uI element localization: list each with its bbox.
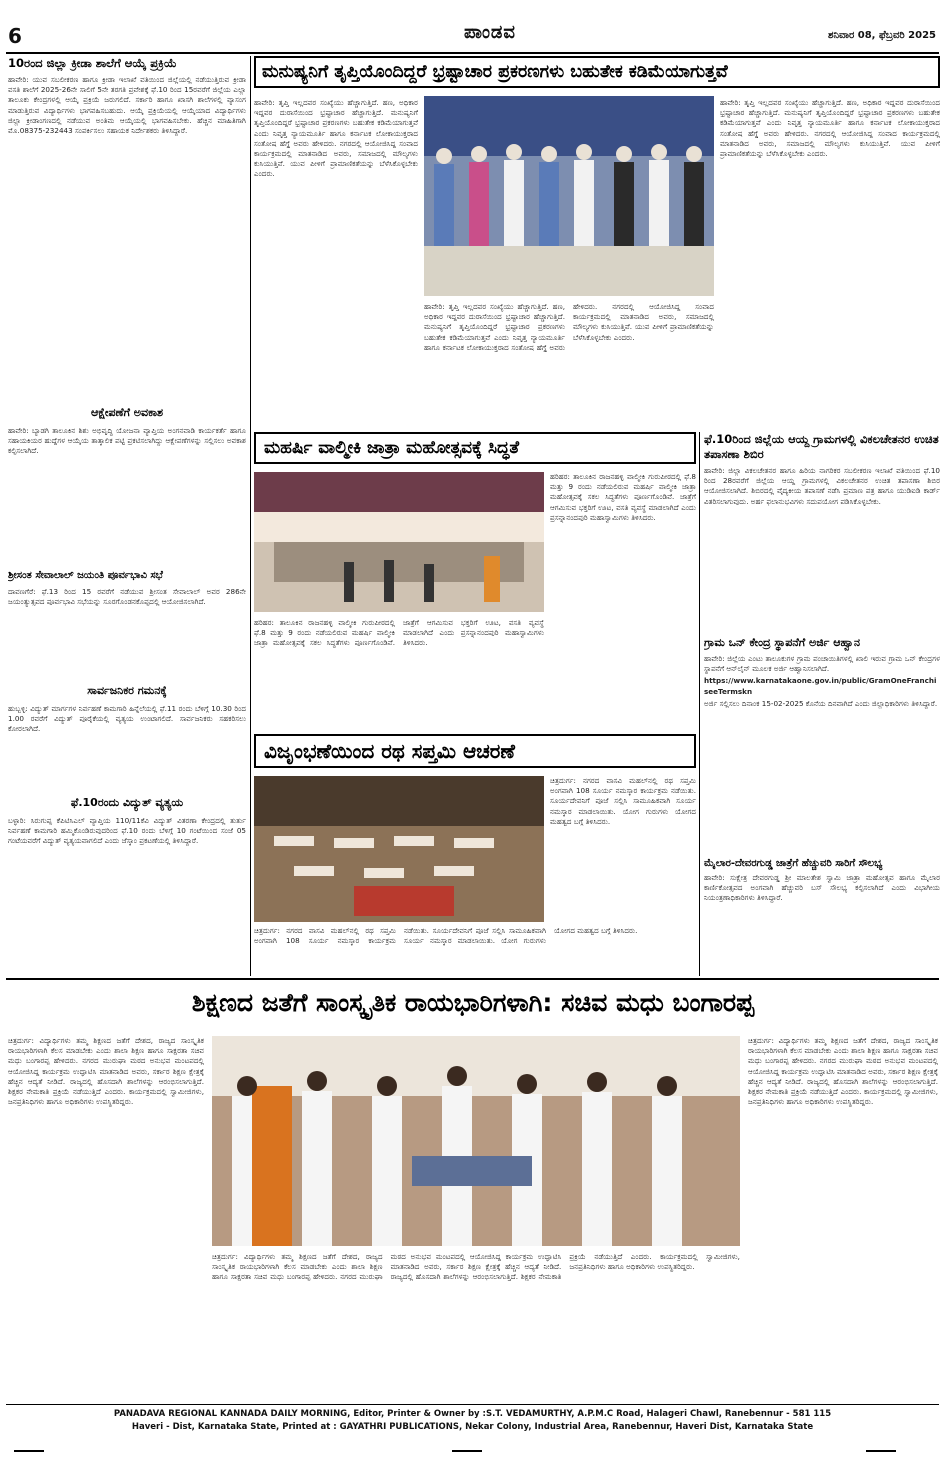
article-disability-camp bbox=[704, 432, 940, 630]
headline: 10ರಂದ ಜಿಲ್ಲಾ ಕ್ರೀಡಾ ಶಾಲೆಗೆ ಆಯ್ಕೆ ಪ್ರಕ್ರಿಯೆ bbox=[8, 56, 177, 70]
article-sports-school bbox=[8, 56, 246, 394]
article-body-cont bbox=[424, 302, 714, 428]
reg-mark-center bbox=[452, 1450, 482, 1452]
page-number: 6 bbox=[8, 24, 22, 48]
reg-mark-right bbox=[866, 1450, 896, 1452]
headline: ವಿಜೃಂಭಣೆಯಿಂದ ರಥ ಸಪ್ತಮಿ ಆಚರಣೆ bbox=[254, 734, 696, 768]
article-body-right: ಹರಿಹರ: ತಾಲೂಕಿನ ರಾಜನಹಳ್ಳಿ ವಾಲ್ಮೀಕಿ ಗುರುಪೀಠದಲ್ಲಿ ಫೆ.8 ಮತ್ತು 9 ರಂದು ನಡೆಯಲಿರುವ ಮಹರ್ಷಿ ವಾಲ್ಮೀಕಿ ಜಾತ್ರಾ ಮಹೋತ್ಸವಕ್ಕೆ ಸಕಲ ಸಿದ್ಧತೆಗಳು ಪೂರ್ಣಗೊಂಡಿವೆ. ಜಾತ್ರೆಗೆ ಆಗಮಿಸುವ ಭಕ್ತರಿಗೆ ಊಟ, ವಸತಿ ವ್ಯವಸ್ಥೆ ಮಾಡಲಾಗಿದೆ ಎಂದು ಪ್ರಸನ್ನಾನಂದಪುರಿ ಮಹಾಸ್ವಾಮಿಗಳು ತಿಳಿಸಿದರು. bbox=[550, 472, 696, 522]
header-rule bbox=[6, 52, 939, 54]
section-rule bbox=[6, 978, 939, 980]
headline: ಫೆ.10ರಿಂದ ಜಿಲ್ಲೆಯ ಆಯ್ದ ಗ್ರಾಮಗಳಲ್ಲಿ ವಿಕಲಚೇತನರ ಉಚಿತ ತಪಾಸಣಾ ಶಿಬಿರ bbox=[704, 432, 939, 461]
article-grama-one bbox=[704, 636, 940, 856]
article-body-text: ಹರಿಹರ: ತಾಲೂಕಿನ ರಾಜನಹಳ್ಳಿ ವಾಲ್ಮೀಕಿ ಗುರುಪೀಠದಲ್ಲಿ ಫೆ.8 ಮತ್ತು 9 ರಂದು ನಡೆಯಲಿರುವ ಮಹರ್ಷಿ ವಾಲ್ಮೀಕಿ ಜಾತ್ರಾ ಮಹೋತ್ಸವಕ್ಕೆ ಸಕಲ ಸಿದ್ಧತೆಗಳು ಪೂರ್ಣಗೊಂಡಿವೆ. ಜಾತ್ರೆಗೆ ಆಗಮಿಸುವ ಭಕ್ತರಿಗೆ ಊಟ, ವಸತಿ ವ್ಯವಸ್ಥೆ ಮಾಡಲಾಗಿದೆ ಎಂದು ಪ್ರಸನ್ನಾನಂದಪುರಿ ಮಹಾಸ್ವಾಮಿಗಳು ತಿಳಿಸಿದರು. bbox=[254, 618, 544, 648]
headline: ಗ್ರಾಮ ಒನ್ ಕೇಂದ್ರ ಸ್ಥಾಪನೆಗೆ ಅರ್ಜಿ ಆಹ್ವಾನ bbox=[704, 636, 861, 649]
article-body: ಹಾವೇರಿ: ಜಿಲ್ಲಾ ವಿಕಲಚೇತನರ ಹಾಗೂ ಹಿರಿಯ ನಾಗರಿಕರ ಸಬಲೀಕರಣ ಇಲಾಖೆ ವತಿಯಿಂದ ಫೆ.10 ರಿಂದ 28ರವರೆಗೆ ಜಿಲ್ಲೆಯ ಆಯ್ದ ಗ್ರಾಮಗಳಲ್ಲಿ ವಿಕಲಚೇತನರ ಉಚಿತ ತಪಾಸಣಾ ಶಿಬಿರ ಆಯೋಜಿಸಲಾಗಿದೆ. ಶಿಬಿರದಲ್ಲಿ ವೈದ್ಯಕೀಯ ತಪಾಸಣೆ ನಡೆಸಿ ಪ್ರಮಾಣ ಪತ್ರ ಹಾಗೂ ಯುಡಿಐಡಿ ಕಾರ್ಡ್ ವಿತರಿಸಲಾಗುವುದು. ಅರ್ಹ ಫಲಾನುಭವಿಗಳು ಸದುಪಯೋಗ ಪಡಿಸಿಕೊಳ್ಳಬೇಕು. bbox=[704, 466, 940, 506]
article-body-text: ಹಾವೇರಿ: ತೃಪ್ತಿ ಇಲ್ಲದವರ ಸಂಖ್ಯೆಯು ಹೆಚ್ಚಾಗುತ್ತಿದೆ. ಹಣ, ಅಧಿಕಾರ ಇದ್ದವರ ದುರಾಸೆಯಿಂದ ಭ್ರಷ್ಟಾಚಾರ ಹೆಚ್ಚಾಗುತ್ತಿದೆ. ಮನುಷ್ಯನಿಗೆ ತೃಪ್ತಿಯೊಂದಿದ್ದರೆ ಭ್ರಷ್ಟಾಚಾರ ಪ್ರಕರಣಗಳು ಬಹುತೇಕ ಕಡಿಮೆಯಾಗುತ್ತವೆ ಎಂದು ನಿವೃತ್ತ ನ್ಯಾಯಮೂರ್ತಿ ಹಾಗೂ ಕರ್ನಾಟಕ ಲೋಕಾಯುಕ್ತರಾದ ಸಂತೋಷ ಹೆಗ್ಡೆ ಅವರು ಹೇಳಿದರು. ನಗರದಲ್ಲಿ ಆಯೋಜಿಸಿದ್ದ ಸಂವಾದ ಕಾರ್ಯಕ್ರಮದಲ್ಲಿ ಮಾತನಾಡಿದ ಅವರು, ಸಮಾಜದಲ್ಲಿ ಮೌಲ್ಯಗಳು ಕುಸಿಯುತ್ತಿವೆ. ಯುವ ಪೀಳಿಗೆ ಪ್ರಾಮಾಣಿಕತೆಯನ್ನು ಬೆಳೆಸಿಕೊಳ್ಳಬೇಕು ಎಂದರು. bbox=[424, 302, 714, 352]
article-body: ಹಾವೇರಿ: ಜಿಲ್ಲೆಯ ಎಂಟು ತಾಲೂಕುಗಳ ಗ್ರಾಮ ಪಂಚಾಯಿತಿಗಳಲ್ಲಿ ಖಾಲಿ ಇರುವ ಗ್ರಾಮ ಒನ್ ಕೇಂದ್ರಗಳ ಸ್ಥಾಪನೆಗೆ ಆನ್‌ಲೈನ್ ಮೂಲಕ ಅರ್ಜಿ ಆಹ್ವಾನಿಸಲಾಗಿದೆ. bbox=[704, 654, 940, 674]
registration-marks bbox=[0, 1446, 945, 1458]
article-objection bbox=[8, 406, 246, 556]
article-body-right: ಚಿತ್ರದುರ್ಗ: ನಗರದ ವಾಸವಿ ಮಹಲ್‌ನಲ್ಲಿ ರಥ ಸಪ್ತಮಿ ಅಂಗವಾಗಿ 108 ಸೂರ್ಯ ನಮಸ್ಕಾರ ಕಾರ್ಯಕ್ರಮ ನಡೆಯಿತು. ಸೂರ್ಯದೇವನಿಗೆ ಪೂಜೆ ಸಲ್ಲಿಸಿ ಸಾಮೂಹಿಕವಾಗಿ ಸೂರ್ಯ ನಮಸ್ಕಾರ ಮಾಡಲಾಯಿತು. ಯೋಗ ಗುರುಗಳು ಯೋಗದ ಮಹತ್ವದ ಬಗ್ಗೆ ತಿಳಿಸಿದರು. bbox=[550, 776, 696, 826]
article-sevalal bbox=[8, 570, 246, 680]
article-body-text: ಹಾವೇರಿ: ತೃಪ್ತಿ ಇಲ್ಲದವರ ಸಂಖ್ಯೆಯು ಹೆಚ್ಚಾಗುತ್ತಿದೆ. ಹಣ, ಅಧಿಕಾರ ಇದ್ದವರ ದುರಾಸೆಯಿಂದ ಭ್ರಷ್ಟಾಚಾರ ಹೆಚ್ಚಾಗುತ್ತಿದೆ. ಮನುಷ್ಯನಿಗೆ ತೃಪ್ತಿಯೊಂದಿದ್ದರೆ ಭ್ರಷ್ಟಾಚಾರ ಪ್ರಕರಣಗಳು ಬಹುತೇಕ ಕಡಿಮೆಯಾಗುತ್ತವೆ ಎಂದು ನಿವೃತ್ತ ನ್ಯಾಯಮೂರ್ತಿ ಹಾಗೂ ಕರ್ನಾಟಕ ಲೋಕಾಯುಕ್ತರಾದ ಸಂತೋಷ ಹೆಗ್ಡೆ ಅವರು ಹೇಳಿದರು. ನಗರದಲ್ಲಿ ಆಯೋಜಿಸಿದ್ದ ಸಂವಾದ ಕಾರ್ಯಕ್ರಮದಲ್ಲಿ ಮಾತನಾಡಿದ ಅವರು, ಸಮಾಜದಲ್ಲಿ ಮೌಲ್ಯಗಳು ಕುಸಿಯುತ್ತಿವೆ. ಯುವ ಪೀಳಿಗೆ ಪ್ರಾಮಾಣಿಕತೆಯನ್ನು ಬೆಳೆಸಿಕೊಳ್ಳಬೇಕು ಎಂದರು. bbox=[720, 98, 940, 159]
article-body-text: ಚಿತ್ರದುರ್ಗ: ನಗರದ ವಾಸವಿ ಮಹಲ್‌ನಲ್ಲಿ ರಥ ಸಪ್ತಮಿ ಅಂಗವಾಗಿ 108 ಸೂರ್ಯ ನಮಸ್ಕಾರ ಕಾರ್ಯಕ್ರಮ ನಡೆಯಿತು. ಸೂರ್ಯದೇವನಿಗೆ ಪೂಜೆ ಸಲ್ಲಿಸಿ ಸಾಮೂಹಿಕವಾಗಿ ಸೂರ್ಯ ನಮಸ್ಕಾರ ಮಾಡಲಾಯಿತು. ಯೋಗ ಗುರುಗಳು ಯೋಗದ ಮಹತ್ವದ ಬಗ್ಗೆ ತಿಳಿಸಿದರು. bbox=[254, 926, 638, 946]
headline: ಸಾರ್ವಜನಿಕರ ಗಮನಕ್ಕೆ bbox=[87, 684, 167, 697]
headline: ಮನುಷ್ಯನಿಗೆ ತೃಪ್ತಿಯೊಂದಿದ್ದರೆ ಭ್ರಷ್ಟಾಚಾರ ಪ್ರಕರಣಗಳು ಬಹುತೇಕ ಕಡಿಮೆಯಾಗುತ್ತವೆ bbox=[254, 56, 940, 88]
headline: ಫೆ.10ರಂದು ವಿದ್ಯುತ್ ವ್ಯತ್ಯಯ bbox=[70, 796, 184, 809]
article-body-under-photo bbox=[212, 1252, 740, 1402]
article-body: ಹಾವೇರಿ: ಸುಕ್ಷೇತ್ರ ದೇವರಗುಡ್ಡ ಶ್ರೀ ಮಾಲತೇಶ ಸ್ವಾಮಿ ಜಾತ್ರಾ ಮಹೋತ್ಸವ ಹಾಗೂ ಮೈಲಾರ ಕಾರ್ಣಿಕೋತ್ಸವದ ಅಂಗವಾಗಿ ಹೆಚ್ಚುವರಿ ಬಸ್ ಸೌಲಭ್ಯ ಕಲ್ಪಿಸಲಾಗಿದೆ ಎಂದು ವಿಭಾಗೀಯ ನಿಯಂತ್ರಣಾಧಿಕಾರಿಗಳು ತಿಳಿಸಿದ್ದಾರೆ. bbox=[704, 873, 940, 903]
article-body: ದಾವಣಗೆರೆ: ಫೆ.13 ರಿಂದ 15 ರವರೆಗೆ ನಡೆಯುವ ಶ್ರೀಸಂತ ಸೇವಾಲಾಲ್ ಅವರ 286ನೇ ಜಯಂತ್ಯುತ್ಸವದ ಪೂರ್ವಭಾವಿ ಸಭೆಯನ್ನು ಸೂರಗೊಂಡನಕೊಪ್ಪದಲ್ಲಿ ಆಯೋಜಿಸಲಾಗಿದೆ. bbox=[8, 587, 246, 607]
imprint-line-1: PANADAVA REGIONAL KANNADA DAILY MORNING, Editor, Printer & Owner by :S.T. VEDAMURTHY, A.P.M.C Road, Halageri Chawl, Ranebennur - 581 115 bbox=[113, 1409, 832, 1419]
column-divider bbox=[250, 56, 251, 976]
yoga-photo bbox=[254, 776, 544, 922]
headline: ಶ್ರೀಸಂತ ಸೇವಾಲಾಲ್ ಜಯಂತಿ ಪೂರ್ವಭಾವಿ ಸಭೆ bbox=[8, 570, 163, 581]
article-madhu-bangarappa bbox=[8, 982, 938, 1402]
imprint-line-2: Haveri - Dist, Karnataka State, Printed at : GAYATHRI PUBLICATIONS, Nekar Colony, Industrial Area, Ranebennur, Haveri Dist, Karnataka State bbox=[131, 1422, 814, 1432]
article-public-notice bbox=[8, 684, 246, 794]
article-body: ಹುಬ್ಬಳ್ಳಿ: ವಿದ್ಯುತ್ ಮಾರ್ಗಗಳ ನಿರ್ವಹಣೆ ಕಾಮಗಾರಿ ಹಿನ್ನೆಲೆಯಲ್ಲಿ ಫೆ.11 ರಂದು ಬೆಳಿಗ್ಗೆ 10.30 ರಿಂದ 1.00 ರವರೆಗೆ ವಿದ್ಯುತ್ ಪೂರೈಕೆಯಲ್ಲಿ ವ್ಯತ್ಯಯ ಉಂಟಾಗಲಿದೆ. ಸಾರ್ವಜನಿಕರು ಸಹಕರಿಸಲು ಕೋರಲಾಗಿದೆ. bbox=[8, 704, 246, 734]
event-photo bbox=[254, 472, 544, 612]
headline: ಮೈಲಾರ-ದೇವರಗುಡ್ಡ ಜಾತ್ರೆಗೆ ಹೆಚ್ಚುವರಿ ಸಾರಿಗೆ ಸೌಲಭ್ಯ bbox=[704, 858, 883, 869]
headline: ಮಹರ್ಷಿ ವಾಲ್ಮೀಕಿ ಜಾತ್ರಾ ಮಹೋತ್ಸವಕ್ಕೆ ಸಿದ್ಧತೆ bbox=[254, 432, 696, 464]
article-ratha-saptami bbox=[254, 734, 696, 978]
issue-date: ಶನಿವಾರ 08, ಫೆಬ್ರವರಿ 2025 bbox=[828, 30, 936, 41]
reg-mark-left bbox=[14, 1450, 44, 1452]
article-body bbox=[254, 618, 544, 728]
article-body: ಚಿತ್ರದುರ್ಗ: ವಿದ್ಯಾರ್ಥಿಗಳು ತಮ್ಮ ಶಿಕ್ಷಣದ ಜತೆಗೆ ದೇಶದ, ರಾಜ್ಯದ ಸಾಂಸ್ಕೃತಿಕ ರಾಯಭಾರಿಗಳಾಗಿ ಕೆಲಸ ಮಾಡಬೇಕು ಎಂದು ಶಾಲಾ ಶಿಕ್ಷಣ ಹಾಗೂ ಸಾಕ್ಷರತಾ ಸಚಿವ ಮಧು ಬಂಗಾರಪ್ಪ ಹೇಳಿದರು. ನಗರದ ಮುರುಘಾ ಮಠದ ಅನುಭವ ಮಂಟಪದಲ್ಲಿ ಆಯೋಜಿಸಿದ್ದ ಕಾರ್ಯಕ್ರಮ ಉದ್ಘಾಟಿಸಿ ಮಾತನಾಡಿದ ಅವರು, ಸರ್ಕಾರ ಶಿಕ್ಷಣ ಕ್ಷೇತ್ರಕ್ಕೆ ಹೆಚ್ಚಿನ ಆದ್ಯತೆ ನೀಡಿದೆ. ರಾಜ್ಯದಲ್ಲಿ ಹೊಸದಾಗಿ ಶಾಲೆಗಳನ್ನು ಆರಂಭಿಸಲಾಗುತ್ತಿದೆ. ಶಿಕ್ಷಕರ ನೇಮಕಾತಿ ಪ್ರಕ್ರಿಯೆ ನಡೆಯುತ್ತಿದೆ ಎಂದರು. ಕಾರ್ಯಕ್ರಮದಲ್ಲಿ ಸ್ವಾಮೀಜಿಗಳು, ಜನಪ್ರತಿನಿಧಿಗಳು ಹಾಗೂ ಅಧಿಕಾರಿಗಳು ಉಪಸ್ಥಿತರಿದ್ದರು. bbox=[8, 1036, 204, 1107]
article-valmiki bbox=[254, 432, 696, 728]
minister-photo bbox=[212, 1036, 740, 1246]
article-body bbox=[254, 926, 696, 978]
article-body: ಹಾವೇರಿ: ಬ್ಯಾಡಗಿ ತಾಲೂಕಿನ ಶಿಶು ಅಭಿವೃದ್ಧಿ ಯೋಜನಾ ವ್ಯಾಪ್ತಿಯ ಅಂಗನವಾಡಿ ಕಾರ್ಯಕರ್ತೆ ಹಾಗೂ ಸಹಾಯಕಿಯರ ಹುದ್ದೆಗಳ ಆಯ್ಕೆಯ ತಾತ್ಕಾಲಿಕ ಪಟ್ಟಿ ಪ್ರಕಟಿಸಲಾಗಿದ್ದು ಆಕ್ಷೇಪಣೆಗಳನ್ನು ಸಲ್ಲಿಸಲು ಅವಕಾಶ ಕಲ್ಪಿಸಲಾಗಿದೆ. bbox=[8, 426, 246, 456]
article-body-right bbox=[720, 98, 940, 428]
article-body-2: ಅರ್ಜಿ ಸಲ್ಲಿಸಲು ದಿನಾಂಕ 15-02-2025 ಕೊನೆಯ ದಿನವಾಗಿದೆ ಎಂದು ಜಿಲ್ಲಾಧಿಕಾರಿಗಳು ತಿಳಿಸಿದ್ದಾರೆ. bbox=[704, 698, 938, 708]
article-body: ಬಳ್ಳಾರಿ: ಸಿರುಗುಪ್ಪ ಕೆಪಿಟಿಸಿಎಲ್ ವ್ಯಾಪ್ತಿಯ 110/11ಕೆವಿ ವಿದ್ಯುತ್ ವಿತರಣಾ ಕೇಂದ್ರದಲ್ಲಿ ತುರ್ತು ನಿರ್ವಹಣೆ ಕಾಮಗಾರಿ ಹಮ್ಮಿಕೊಂಡಿರುವುದರಿಂದ ಫೆ.10 ರಂದು ಬೆಳಿಗ್ಗೆ 10 ಗಂಟೆಯಿಂದ ಸಂಜೆ 05 ಗಂಟೆಯವರೆಗೆ ವಿದ್ಯುತ್ ವ್ಯತ್ಯಯವಾಗಲಿದೆ ಎಂದು ಜೆಸ್ಕಾಂ ಪ್ರಕಟಣೆಯಲ್ಲಿ ತಿಳಿಸಿದ್ದಾರೆ. bbox=[8, 816, 246, 846]
event-photo bbox=[424, 96, 714, 296]
masthead bbox=[420, 22, 560, 50]
footer-rule bbox=[6, 1404, 939, 1405]
article-corruption bbox=[254, 56, 940, 428]
application-url[interactable]: https://www.karnatakaone.gov.in/public/GramOneFranchiseeTermskn bbox=[704, 676, 937, 696]
article-power-cut bbox=[8, 796, 246, 972]
article-mailara-bus bbox=[704, 858, 940, 976]
column-divider bbox=[699, 432, 700, 976]
article-body: ಹಾವೇರಿ: ತೃಪ್ತಿ ಇಲ್ಲದವರ ಸಂಖ್ಯೆಯು ಹೆಚ್ಚಾಗುತ್ತಿದೆ. ಹಣ, ಅಧಿಕಾರ ಇದ್ದವರ ದುರಾಸೆಯಿಂದ ಭ್ರಷ್ಟಾಚಾರ ಹೆಚ್ಚಾಗುತ್ತಿದೆ. ಮನುಷ್ಯನಿಗೆ ತೃಪ್ತಿಯೊಂದಿದ್ದರೆ ಭ್ರಷ್ಟಾಚಾರ ಪ್ರಕರಣಗಳು ಬಹುತೇಕ ಕಡಿಮೆಯಾಗುತ್ತವೆ ಎಂದು ನಿವೃತ್ತ ನ್ಯಾಯಮೂರ್ತಿ ಹಾಗೂ ಕರ್ನಾಟಕ ಲೋಕಾಯುಕ್ತರಾದ ಸಂತೋಷ ಹೆಗ್ಡೆ ಅವರು ಹೇಳಿದರು. ನಗರದಲ್ಲಿ ಆಯೋಜಿಸಿದ್ದ ಸಂವಾದ ಕಾರ್ಯಕ್ರಮದಲ್ಲಿ ಮಾತನಾಡಿದ ಅವರು, ಸಮಾಜದಲ್ಲಿ ಮೌಲ್ಯಗಳು ಕುಸಿಯುತ್ತಿವೆ. ಯುವ ಪೀಳಿಗೆ ಪ್ರಾಮಾಣಿಕತೆಯನ್ನು ಬೆಳೆಸಿಕೊಳ್ಳಬೇಕು ಎಂದರು. bbox=[254, 98, 418, 179]
headline: ಶಿಕ್ಷಣದ ಜತೆಗೆ ಸಾಂಸ್ಕೃತಿಕ ರಾಯಭಾರಿಗಳಾಗಿ: ಸಚಿವ ಮಧು ಬಂಗಾರಪ್ಪ bbox=[191, 988, 755, 1017]
article-body: ಹಾವೇರಿ: ಯುವ ಸಬಲೀಕರಣ ಹಾಗೂ ಕ್ರೀಡಾ ಇಲಾಖೆ ವತಿಯಿಂದ ಜಿಲ್ಲೆಯಲ್ಲಿ ನಡೆಯುತ್ತಿರುವ ಕ್ರೀಡಾ ವಸತಿ ಶಾಲೆಗೆ 2025-26ನೇ ಸಾಲಿಗೆ 5ನೇ ತರಗತಿ ಪ್ರವೇಶಕ್ಕೆ ಫೆ.10 ರಿಂದ 15ರವರೆಗೆ ಜಿಲ್ಲೆಯ ಎಲ್ಲಾ ತಾಲೂಕು ಕೇಂದ್ರಗಳಲ್ಲಿ ಆಯ್ಕೆ ಪ್ರಕ್ರಿಯೆ ಜರುಗಲಿದೆ. ಸರ್ಕಾರಿ ಹಾಗೂ ಖಾಸಗಿ ಶಾಲೆಗಳಲ್ಲಿ ವ್ಯಾಸಂಗ ಮಾಡುತ್ತಿರುವ ವಿದ್ಯಾರ್ಥಿಗಳು ಭಾಗವಹಿಸಬಹುದು. ಆಯ್ಕೆ ಪ್ರಕ್ರಿಯೆಯಲ್ಲಿ ಆಯ್ಕೆಯಾದ ವಿದ್ಯಾರ್ಥಿಗಳು ಜಿಲ್ಲಾ ಕ್ರೀಡಾಂಗಣದಲ್ಲಿ ನಡೆಯುವ ಅಂತಿಮ ಆಯ್ಕೆಯಲ್ಲಿ ಭಾಗವಹಿಸಬೇಕು. ಹೆಚ್ಚಿನ ಮಾಹಿತಿಗಾಗಿ ಮೊ.08375-232443 ಸಂಪರ್ಕಿಸಲು ಸಹಾಯಕ ನಿರ್ದೇಶಕರು ತಿಳಿಸಿದ್ದಾರೆ. bbox=[8, 75, 246, 136]
article-body-text: ಚಿತ್ರದುರ್ಗ: ವಿದ್ಯಾರ್ಥಿಗಳು ತಮ್ಮ ಶಿಕ್ಷಣದ ಜತೆಗೆ ದೇಶದ, ರಾಜ್ಯದ ಸಾಂಸ್ಕೃತಿಕ ರಾಯಭಾರಿಗಳಾಗಿ ಕೆಲಸ ಮಾಡಬೇಕು ಎಂದು ಶಾಲಾ ಶಿಕ್ಷಣ ಹಾಗೂ ಸಾಕ್ಷರತಾ ಸಚಿವ ಮಧು ಬಂಗಾರಪ್ಪ ಹೇಳಿದರು. ನಗರದ ಮುರುಘಾ ಮಠದ ಅನುಭವ ಮಂಟಪದಲ್ಲಿ ಆಯೋಜಿಸಿದ್ದ ಕಾರ್ಯಕ್ರಮ ಉದ್ಘಾಟಿಸಿ ಮಾತನಾಡಿದ ಅವರು, ಸರ್ಕಾರ ಶಿಕ್ಷಣ ಕ್ಷೇತ್ರಕ್ಕೆ ಹೆಚ್ಚಿನ ಆದ್ಯತೆ ನೀಡಿದೆ. ರಾಜ್ಯದಲ್ಲಿ ಹೊಸದಾಗಿ ಶಾಲೆಗಳನ್ನು ಆರಂಭಿಸಲಾಗುತ್ತಿದೆ. ಶಿಕ್ಷಕರ ನೇಮಕಾತಿ ಪ್ರಕ್ರಿಯೆ ನಡೆಯುತ್ತಿದೆ ಎಂದರು. ಕಾರ್ಯಕ್ರಮದಲ್ಲಿ ಸ್ವಾಮೀಜಿಗಳು, ಜನಪ್ರತಿನಿಧಿಗಳು ಹಾಗೂ ಅಧಿಕಾರಿಗಳು ಉಪಸ್ಥಿತರಿದ್ದರು. bbox=[212, 1252, 740, 1282]
masthead-title: ಪಾಂಡವ bbox=[464, 22, 516, 43]
article-body-right: ಚಿತ್ರದುರ್ಗ: ವಿದ್ಯಾರ್ಥಿಗಳು ತಮ್ಮ ಶಿಕ್ಷಣದ ಜತೆಗೆ ದೇಶದ, ರಾಜ್ಯದ ಸಾಂಸ್ಕೃತಿಕ ರಾಯಭಾರಿಗಳಾಗಿ ಕೆಲಸ ಮಾಡಬೇಕು ಎಂದು ಶಾಲಾ ಶಿಕ್ಷಣ ಹಾಗೂ ಸಾಕ್ಷರತಾ ಸಚಿವ ಮಧು ಬಂಗಾರಪ್ಪ ಹೇಳಿದರು. ನಗರದ ಮುರುಘಾ ಮಠದ ಅನುಭವ ಮಂಟಪದಲ್ಲಿ ಆಯೋಜಿಸಿದ್ದ ಕಾರ್ಯಕ್ರಮ ಉದ್ಘಾಟಿಸಿ ಮಾತನಾಡಿದ ಅವರು, ಸರ್ಕಾರ ಶಿಕ್ಷಣ ಕ್ಷೇತ್ರಕ್ಕೆ ಹೆಚ್ಚಿನ ಆದ್ಯತೆ ನೀಡಿದೆ. ರಾಜ್ಯದಲ್ಲಿ ಹೊಸದಾಗಿ ಶಾಲೆಗಳನ್ನು ಆರಂಭಿಸಲಾಗುತ್ತಿದೆ. ಶಿಕ್ಷಕರ ನೇಮಕಾತಿ ಪ್ರಕ್ರಿಯೆ ನಡೆಯುತ್ತಿದೆ ಎಂದರು. ಕಾರ್ಯಕ್ರಮದಲ್ಲಿ ಸ್ವಾಮೀಜಿಗಳು, ಜನಪ್ರತಿನಿಧಿಗಳು ಹಾಗೂ ಅಧಿಕಾರಿಗಳು ಉಪಸ್ಥಿತರಿದ್ದರು. bbox=[748, 1036, 938, 1107]
headline: ಆಕ್ಷೇಪಣೆಗೆ ಅವಕಾಶ bbox=[91, 406, 163, 419]
